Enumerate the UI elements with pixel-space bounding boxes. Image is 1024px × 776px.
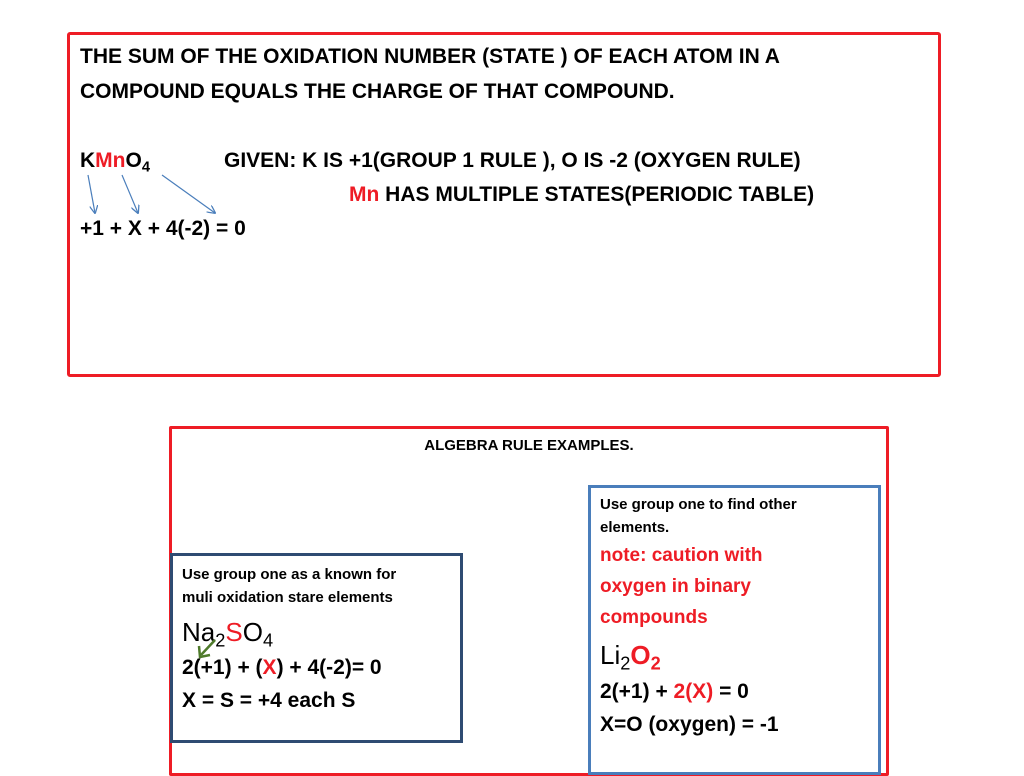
eq1-x: X [262,656,277,679]
formula-mn: Mn [95,149,126,172]
rule-line-1: THE SUM OF THE OXIDATION NUMBER (STATE ) OF EACH ATOM IN A [80,45,780,68]
formula-o-subscript: 4 [141,159,151,176]
formula-li-subscript: 2 [620,653,631,674]
formula-s: S [225,617,243,647]
formula-li: Li [600,640,621,670]
given-text: GIVEN: K IS +1(GROUP 1 RULE ), O IS -2 (OXYGEN RULE) [224,149,801,172]
li2o2-formula [600,640,661,674]
mn-note-text: HAS MULTIPLE STATES(PERIODIC TABLE) [379,183,815,206]
formula-o: O [125,149,142,172]
arrow-o-to-term3 [162,175,215,213]
li2o2-result: X=O (oxygen) = -1 [600,713,779,736]
green-arrow-icon [173,556,463,746]
formula-so-o-subscript: 4 [262,630,274,651]
rule-line-2: COMPOUND EQUALS THE CHARGE OF THAT COMPOUND. [80,80,675,103]
li2o2-equation [600,680,749,704]
left-desc-line-2: muli oxidation stare elements [182,589,393,606]
caution-note-line-2: oxygen in binary [600,576,751,597]
mapping-arrows [70,35,944,380]
examples-title: ALGEBRA RULE EXAMPLES. [424,437,634,454]
na2so4-result: X = S = +4 each S [182,689,356,712]
eq1r-x: 2(X) [673,680,714,703]
rule-box [67,32,941,377]
li2o2-example-box [588,485,881,775]
eq1-suffix: ) + 4(-2)= 0 [276,656,382,679]
formula-na-subscript: 2 [215,630,226,651]
formula-so-o: O [242,617,263,647]
eq1r-prefix: 2(+1) + [600,680,674,703]
mn-label: Mn [349,183,380,206]
arrow-k-to-term1 [88,175,95,213]
right-desc-line-1: Use group one to find other [600,496,797,513]
formula-li-o-subscript: 2 [650,653,661,674]
eq1r-suffix: = 0 [713,680,749,703]
kmno4-equation: +1 + X + 4(-2) = 0 [80,217,246,240]
eq1-prefix: 2(+1) + ( [182,656,263,679]
arrow-mn-to-x [122,175,138,213]
na2so4-example-box [170,553,463,743]
right-desc-line-2: elements. [600,519,670,536]
caution-note-line-1: note: caution with [600,545,763,566]
formula-k: K [80,149,96,172]
formula-na: Na [182,617,216,647]
formula-li-o: O [630,640,651,670]
left-desc-line-1: Use group one as a known for [182,566,397,583]
caution-note-line-3: compounds [600,607,708,628]
